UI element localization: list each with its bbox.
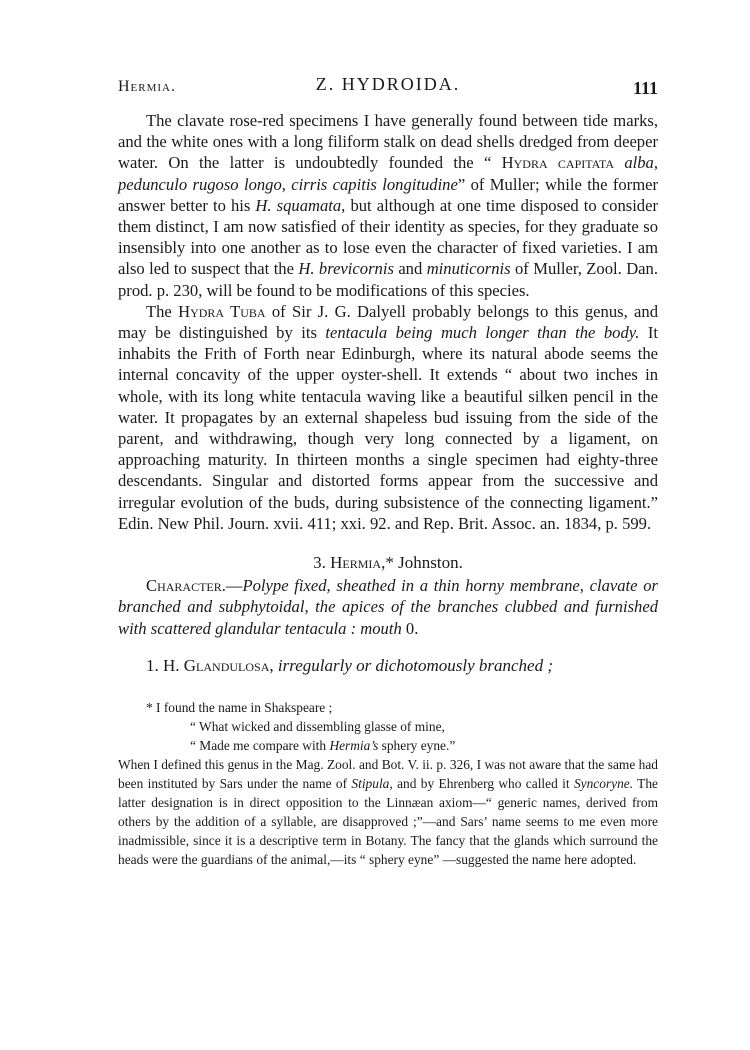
species-name: Glandulosa, <box>183 655 274 675</box>
character-paragraph <box>118 575 658 639</box>
italic-text: alba, pedunculo rugoso longo, cirris capitis longitudine <box>118 153 658 194</box>
page-number: 111 <box>632 78 658 98</box>
genus-number: 3. <box>313 553 326 573</box>
text-run: and <box>393 259 427 279</box>
text-run: The latter designation is in direct opposition to the Linnæan axiom—“ generic names, derived from others by the addition of a syllable, are disapproved ;”—and Sars’ name seems to me even more inadmissible, since it is a descriptive term in Botany. The fancy that the glands which surround the heads were the guardians of the animal,—its “ sphery eyne” —suggested the name here adopted. <box>118 776 658 868</box>
text-run: It inhabits the Frith of Forth near Edinburgh, where its natural abode seems the internal concavity of the upper oyster-shell. It extends “ about two inches in whole, with its long white tentacula waving like a beautiful silken pencil in the water. It propagates by an external shapeless bud issuing from the side of the parent, and withdrawing, though very long connected by a ligament, on approaching maturity. In thirteen months a single specimen had eighty-three descendants. Singular and distorted forms appear from the successive and irregular evolution of the buds, during subsistence of the connecting ligament.” Edin. New Phil. Journ. xvii. 411; xxi. 92. and Rep. Brit. Assoc. an. 1834, p. 599. <box>118 323 659 533</box>
footnote-quote-line: “ What wicked and dissembling glasse of mine, <box>190 719 445 735</box>
text-run: and by Ehrenberg who called it <box>392 776 574 792</box>
genus-name: Hermia, <box>330 553 386 573</box>
text-run: of Muller, Zool. Dan. prod. p. 230, will be found to be modifications of this species. <box>118 259 658 300</box>
genus-author: Johnston. <box>398 553 463 573</box>
text-run: When I defined this genus in the Mag. Zool. and Bot. V. ii. p. 326, I was not aware that the same had been instituted by Sars under the name of <box>118 757 658 792</box>
quote-italic: Hermia’s <box>329 738 379 754</box>
quote-text: sphery eyne.” <box>378 738 456 754</box>
genus-heading <box>118 552 658 573</box>
footnote-body <box>118 755 658 869</box>
species-number: 1. H. <box>146 655 180 675</box>
character-text: Polype fixed, sheathed in a thin horny membrane, clavate or branched and subphytoidal, the apices of the branches clubbed and furnished with scattered glandular tentacula : mouth <box>118 576 658 638</box>
footnote-quote-line <box>118 736 658 755</box>
running-head-title: Z. HYDROIDA. <box>315 74 461 94</box>
italic-text: minuticornis <box>426 259 511 279</box>
quote-text: “ Made me compare with <box>190 738 330 754</box>
character-dash: — <box>225 576 243 596</box>
smallcaps-name: Hydra capitata <box>501 153 615 173</box>
text-run: but although at one time disposed to consider them distinct, I am now satisfied of their identity as species, for they graduate so insensibly into one another as to lose even the character of fixed varieties. I am also led to suspect that the <box>118 195 658 279</box>
text-run: The <box>146 301 179 321</box>
italic-text: H. brevicornis <box>298 259 394 279</box>
footnote <box>118 698 658 869</box>
paragraph <box>118 301 658 534</box>
text-run: The clavate rose-red specimens I have generally found between tide marks, and the white ones with a long filiform stalk on dead shells dredged from deeper water. On the latter is undoubtedly founded the “ <box>118 111 658 173</box>
running-head-left: Hermia. <box>118 78 176 95</box>
body-text <box>118 110 658 676</box>
text-run <box>614 153 624 172</box>
book-page <box>118 74 658 869</box>
italic-text: tentacula being much longer than the body. <box>325 323 640 343</box>
running-header <box>118 74 658 100</box>
smallcaps-name: Hydra Tuba <box>178 301 266 321</box>
species-heading <box>118 655 658 676</box>
species-description: irregularly or dichotomously branched ; <box>277 655 554 675</box>
text-run: of Sir J. G. Dalyell probably belongs to this genus, and may be distinguished by its <box>118 301 658 343</box>
footnote-mark: * <box>385 553 394 573</box>
paragraph <box>118 110 658 301</box>
character-label: Character. <box>146 576 226 596</box>
italic-text: Syncoryne. <box>573 776 634 792</box>
italic-text: Stipula, <box>351 776 393 792</box>
mouth-value: 0. <box>401 618 419 638</box>
text-run: ” of Muller; while the former answer better to his <box>118 174 658 215</box>
footnote-intro: * I found the name in Shakspeare ; <box>146 700 333 716</box>
italic-text: H. squamata, <box>255 195 346 215</box>
